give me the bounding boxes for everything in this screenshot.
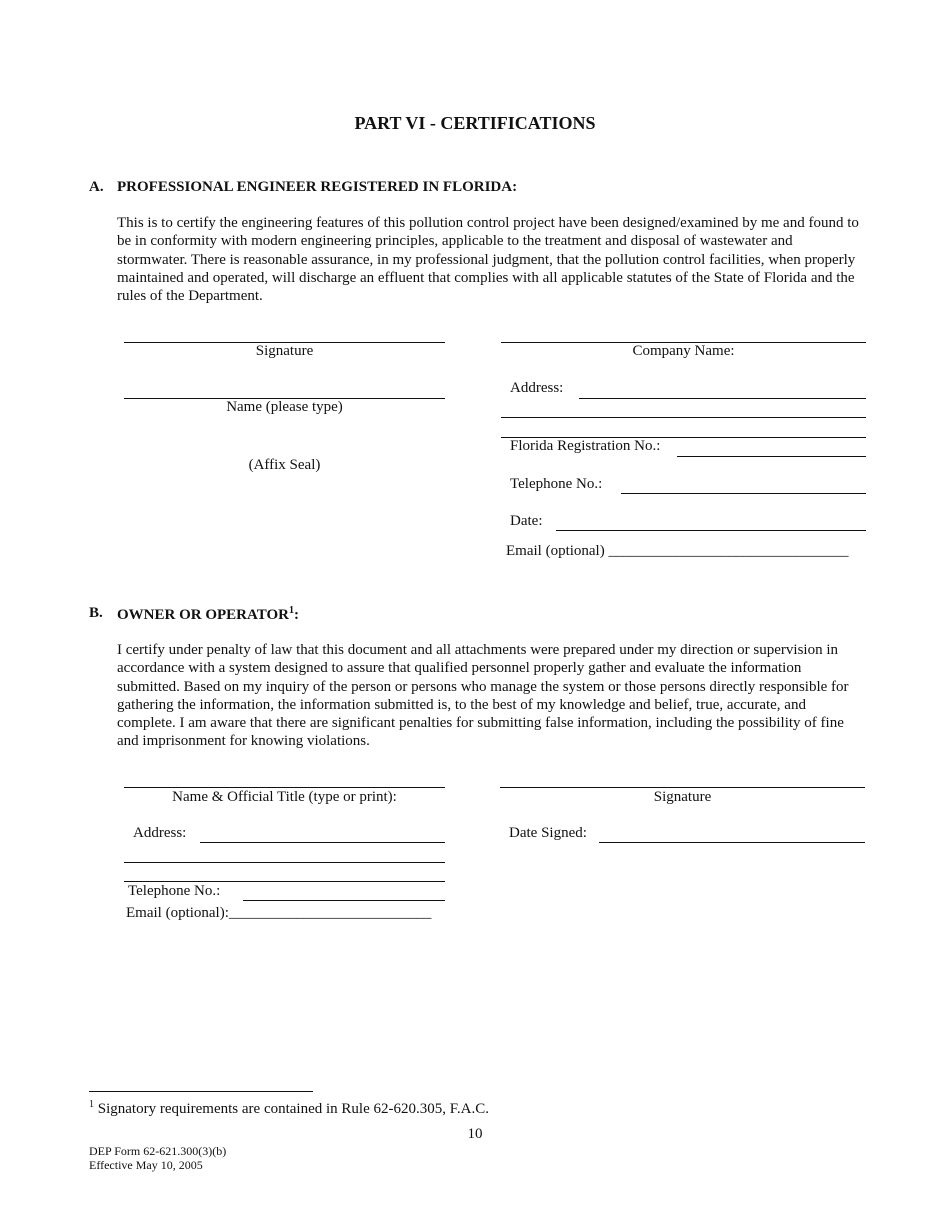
date-signed-label: Date Signed:: [509, 825, 587, 841]
engineer-address-label: Address:: [510, 380, 564, 396]
footnote-divider: [89, 1091, 313, 1092]
owner-name-title-label: Name & Official Title (type or print):: [172, 789, 397, 805]
engineer-date-line[interactable]: [556, 530, 866, 531]
section-a-letter: A.: [89, 179, 104, 195]
engineer-signature-label: Signature: [255, 343, 314, 359]
owner-name-title-line[interactable]: [124, 787, 445, 788]
owner-signature-line[interactable]: [500, 787, 865, 788]
footnote-marker: 1: [89, 1099, 94, 1110]
section-b-footnote-ref: 1: [288, 605, 294, 616]
registration-label: Florida Registration No.:: [510, 438, 661, 454]
engineer-telephone-label: Telephone No.:: [510, 476, 603, 492]
page-number: 10: [467, 1126, 483, 1142]
owner-address-line-3[interactable]: [124, 881, 445, 882]
page-title: PART VI - CERTIFICATIONS: [354, 113, 596, 133]
owner-address-label: Address:: [133, 825, 187, 841]
owner-address-line-2[interactable]: [124, 862, 445, 863]
engineer-name-label: Name (please type): [226, 399, 343, 415]
footnote-text: Signatory requirements are contained in Rule 62-620.305, F.A.C.: [94, 1101, 489, 1117]
owner-signature-label: Signature: [653, 789, 712, 805]
owner-email-label[interactable]: Email (optional):___________________________: [126, 905, 432, 921]
date-signed-line[interactable]: [599, 842, 865, 843]
section-a-heading: PROFESSIONAL ENGINEER REGISTERED IN FLORIDA:: [117, 179, 518, 195]
section-a-paragraph: This is to certify the engineering features of this pollution control project have been designed/examined by me and found to be in conformity with modern engineering principles, applicable to the treatment and disposal of wastewater and stormwater. There is reasonable assurance, in my professional judgment, that the pollution control facilities, when properly maintained and operated, will discharge an effluent that complies with all applicable statutes of the State of Florida and the rules of the Department.: [117, 215, 859, 305]
owner-address-line-1[interactable]: [200, 842, 445, 843]
section-b-heading-colon: :: [293, 607, 299, 623]
engineer-address-line-2[interactable]: [501, 417, 866, 418]
form-id: DEP Form 62-621.300(3)(b): [89, 1144, 227, 1158]
section-b-heading-wrap: [117, 605, 299, 624]
effective-date: Effective May 10, 2005: [89, 1158, 203, 1172]
section-b-paragraph: I certify under penalty of law that this document and all attachments were prepared under my direction or supervision in accordance with a system designed to assure that qualified personnel properly gather and evaluate the information submitted. Based on my inquiry of the person or persons who manage the system or those persons directly responsible for gathering the information, the information submitted is, to the best of my knowledge and belief, true, accurate, and complete. I am aware that there are significant penalties for submitting false information, including the possibility of fine and imprisonment for knowing violations.: [117, 642, 849, 750]
engineer-telephone-line[interactable]: [621, 493, 866, 494]
owner-telephone-label: Telephone No.:: [128, 883, 221, 899]
section-b-heading: OWNER OR OPERATOR: [117, 607, 289, 623]
registration-line[interactable]: [677, 456, 866, 457]
engineer-date-label: Date:: [510, 513, 543, 529]
section-b-letter: B.: [89, 605, 103, 621]
affix-seal-label: (Affix Seal): [248, 457, 321, 473]
engineer-address-line-1[interactable]: [579, 398, 866, 399]
owner-telephone-line[interactable]: [243, 900, 445, 901]
footnote: [89, 1099, 489, 1118]
company-name-label: Company Name:: [632, 343, 735, 359]
engineer-email-label[interactable]: Email (optional) ________________________________: [506, 543, 849, 559]
